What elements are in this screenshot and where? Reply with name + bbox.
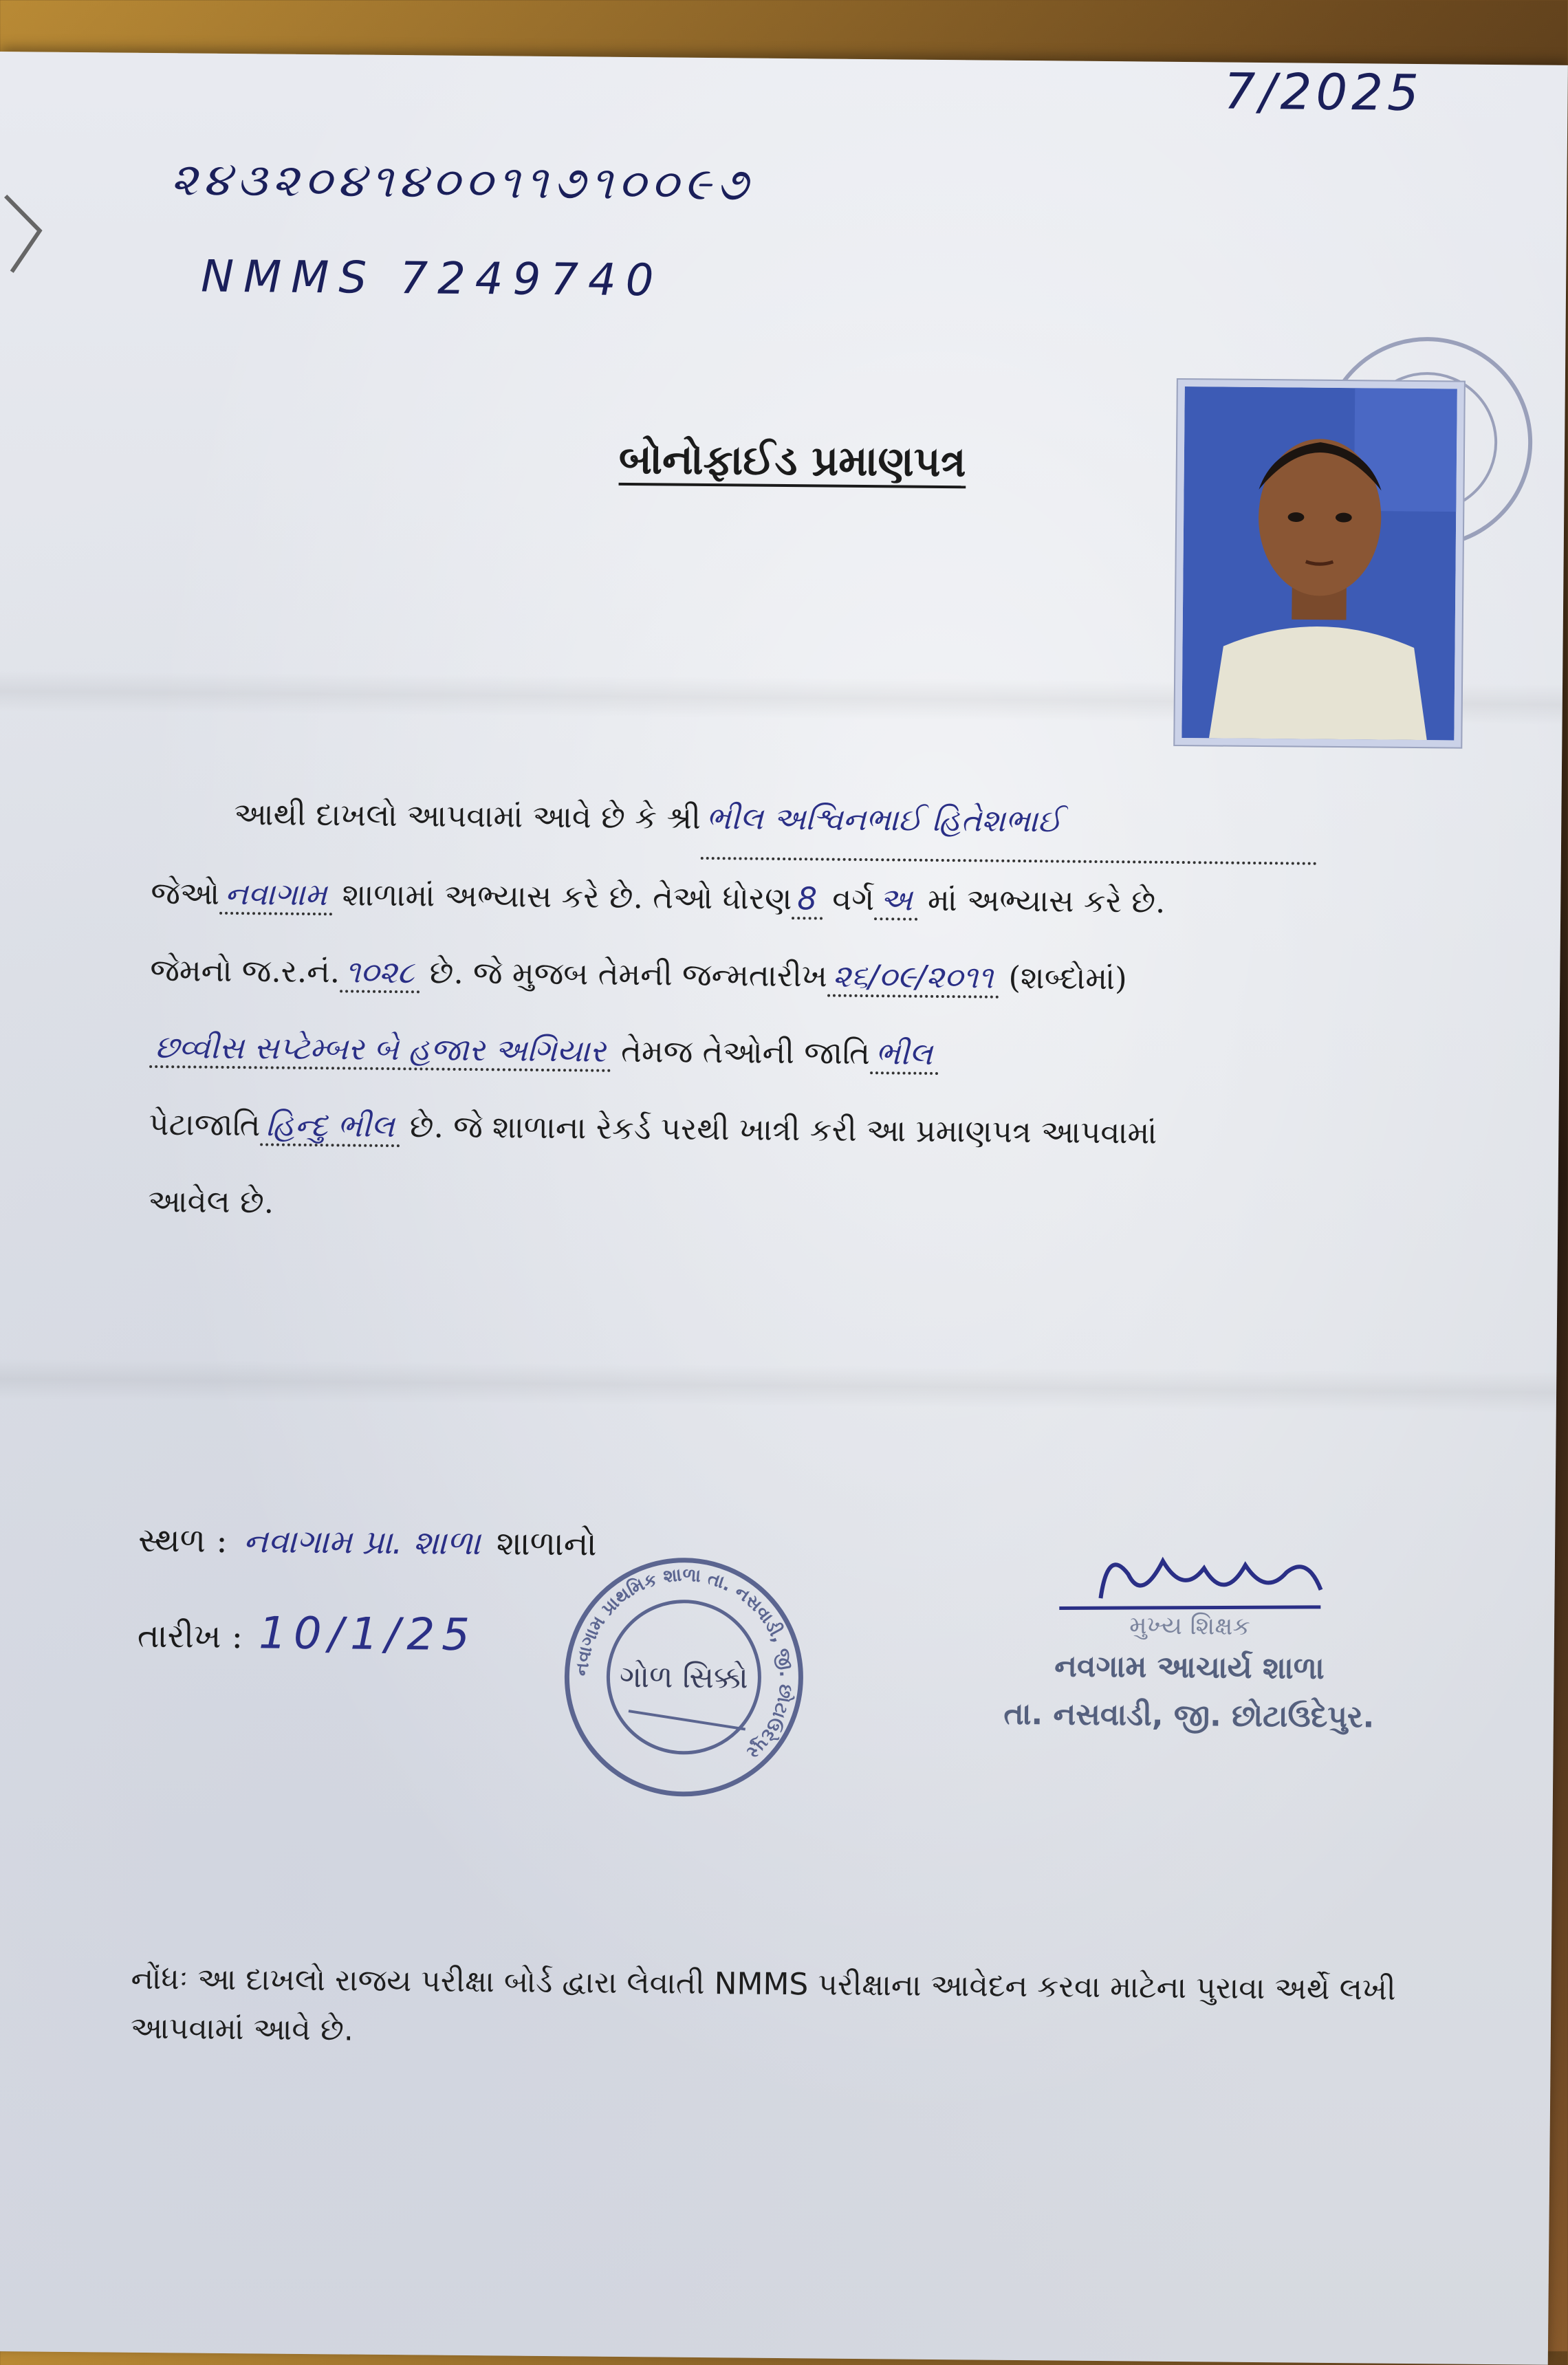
certificate-text: જેઓ	[151, 874, 220, 912]
division-field: અ	[874, 881, 918, 921]
paper-clip-icon	[0, 189, 54, 286]
handwritten-date-top: 7/2025	[1223, 62, 1424, 122]
certificate-body	[148, 775, 1500, 1252]
certificate-text: પેટાજાતિ	[149, 1105, 261, 1144]
stamp-center-text: ગોળ સિક્કો	[619, 1659, 749, 1696]
page-title: બોનોફાઈડ પ્રમાણપત્ર	[618, 435, 966, 487]
certificate-text: આથી દાખલો આપવામાં આવે છે કે શ્રી	[234, 796, 701, 836]
caste-field: ભીલ	[870, 1035, 938, 1075]
round-seal	[559, 1552, 809, 1802]
place-label: સ્થળ :	[138, 1521, 228, 1560]
principal-role: મુખ્ય શિક્ષક	[1129, 1611, 1251, 1641]
certificate-text: આવેલ છે.	[148, 1182, 274, 1221]
student-name-field: ભીલ અશ્વિનભાઈ હિતેશભાઈ	[700, 780, 1317, 865]
certificate-text: છે. જે શાળાના રેકર્ડ પરથી ખાત્રી કરી આ પ્રમાણપત્ર આપવામાં	[409, 1108, 1157, 1151]
certificate-text: શાળામાં અભ્યાસ કરે છે. તેઓ ધોરણ	[342, 876, 792, 917]
date-label: તારીખ :	[137, 1616, 243, 1657]
student-photo	[1173, 378, 1466, 749]
gr-number-field: ૧૦૨૮	[340, 953, 420, 993]
place-row	[138, 1521, 597, 1565]
certificate-text: માં અભ્યાસ કરે છે.	[927, 881, 1166, 920]
certificate-text: જેમનો જ.ર.નં.	[150, 951, 340, 990]
school-line: નવગામ આચાર્ય શાળા	[1054, 1648, 1325, 1686]
school-name-field: નવાગામ	[219, 875, 333, 915]
official-stamp-text	[997, 1608, 1383, 1742]
footnote: નોંધઃ આ દાખલો રાજય પરીક્ષા બોર્ડ દ્વારા લેવાતી NMMS પરીક્ષાના આવેદન કરવા માટેના પુરાવા અર્થે લખી આપવામાં આવે છે.	[130, 1961, 1396, 2048]
certificate-text: તેમજ તેઓની જાતિ	[620, 1032, 871, 1072]
date-value: 10/1/25	[258, 1608, 477, 1661]
stamp-ring-text: નવાગામ પ્રાથમિક શાળા તા. નસવાડી, જી. છોટાઉદેપુર	[571, 1565, 796, 1763]
school-word: શાળાનો	[496, 1524, 597, 1564]
certificate-paper	[0, 52, 1568, 2365]
dob-words-field: છવ્વીસ સપ્ટેમ્બર બે હજાર અગિયાર	[149, 1029, 611, 1072]
handwritten-nmms-number: NMMS 7249740	[200, 251, 664, 307]
certificate-text: (શબ્દોમાં)	[1008, 959, 1127, 997]
dob-field: ૨૬/૦૯/૨૦૧૧	[827, 958, 999, 999]
certificate-text: છે. જે મુજબ તેમની જન્મતારીખ	[429, 954, 828, 994]
place-value: નવાગામ પ્રા. શાળા	[243, 1522, 481, 1563]
handwritten-student-id: ૨૪૩૨૦૪૧૪૦૦૧૧૭૧૦૦૯૭	[171, 153, 754, 211]
standard-field: 8	[792, 880, 823, 919]
paper-fold	[0, 1358, 1556, 1413]
address-line: તા. નસવાડી, જી. છોટાઉદેપુર.	[1003, 1696, 1375, 1735]
date-row	[138, 1607, 483, 1661]
sub-caste-field: હિન્દુ ભીલ	[260, 1107, 400, 1147]
certificate-text: વર્ગ	[832, 880, 875, 918]
